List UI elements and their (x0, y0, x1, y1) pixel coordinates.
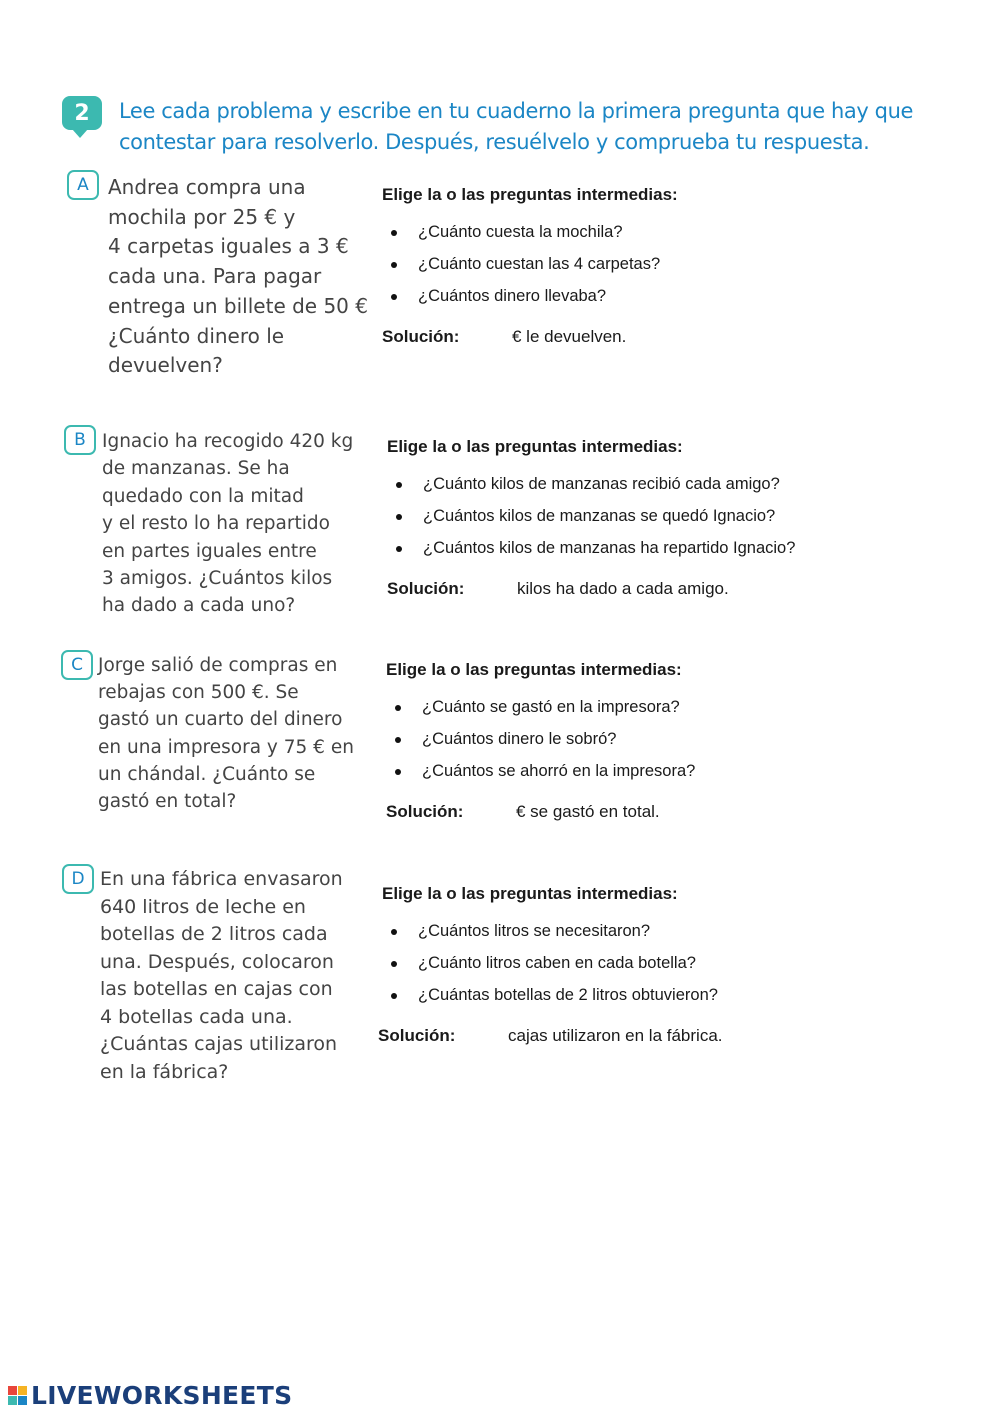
solution-text: cajas utilizaron en la fábrica. (508, 1026, 723, 1045)
solution-label: Solución: (382, 327, 460, 346)
questions-block-b (387, 437, 947, 599)
questions-title-b: Elige la o las preguntas intermedias: (387, 437, 683, 456)
question-option[interactable]: ¿Cuánto cuesta la mochila? (382, 223, 942, 255)
logo-square (8, 1396, 17, 1405)
logo-square (18, 1386, 27, 1395)
solution-row-c (386, 802, 946, 822)
questions-title-c: Elige la o las preguntas intermedias: (386, 660, 682, 679)
liveworksheets-logo (8, 1381, 292, 1410)
problem-letter-b: B (64, 425, 96, 455)
problem-text-d: En una fábrica envasaron 640 litros de leche en botellas de 2 litros cada una. Después, colocaron las botellas en cajas con 4 botellas cada una. ¿Cuántas cajas utilizaron en la fábrica? (100, 868, 343, 1083)
questions-block-a (382, 185, 942, 347)
solution-text: € se gastó en total. (516, 802, 660, 821)
questions-title-d: Elige la o las preguntas intermedias: (382, 884, 678, 903)
question-list-c (386, 698, 946, 794)
question-option[interactable]: ¿Cuántos kilos de manzanas se quedó Ignacio? (387, 507, 947, 539)
logo-text: LIVEWORKSHEETS (31, 1381, 293, 1410)
question-option[interactable]: ¿Cuántos dinero le sobró? (386, 730, 946, 762)
exercise-instruction: Lee cada problema y escribe en tu cuaderno la primera pregunta que hay que contestar para resolverlo. Después, resuélvelo y comprueba tu respuesta. (119, 99, 914, 154)
questions-block-c (386, 660, 946, 822)
logo-square (18, 1396, 27, 1405)
solution-label: Solución: (378, 1026, 456, 1045)
question-list-b (387, 475, 947, 571)
problem-letter-c: C (61, 650, 93, 680)
question-option[interactable]: ¿Cuántos dinero llevaba? (382, 287, 942, 319)
question-option[interactable]: ¿Cuánto kilos de manzanas recibió cada amigo? (387, 475, 947, 507)
solution-row-d (378, 1026, 942, 1046)
question-option[interactable]: ¿Cuántas botellas de 2 litros obtuvieron? (382, 986, 942, 1018)
solution-row-b (387, 579, 947, 599)
problem-text-a: Andrea compra una mochila por 25 € y 4 carpetas iguales a 3 € cada una. Para pagar entrega un billete de 50 € ¿Cuánto dinero le devuelven? (108, 175, 368, 378)
questions-block-d (378, 884, 942, 1046)
problem-letter-d: D (62, 864, 94, 894)
logo-squares-icon (8, 1386, 27, 1405)
question-option[interactable]: ¿Cuántos se ahorró en la impresora? (386, 762, 946, 794)
problem-text-b: Ignacio ha recogido 420 kg de manzanas. Se ha quedado con la mitad y el resto lo ha repartido en partes iguales entre 3 amigos. ¿Cuántos kilos ha dado a cada uno? (102, 431, 354, 617)
solution-label: Solución: (387, 579, 465, 598)
solution-label: Solución: (386, 802, 464, 821)
logo-square (8, 1386, 17, 1395)
question-option[interactable]: ¿Cuánto cuestan las 4 carpetas? (382, 255, 942, 287)
question-option[interactable]: ¿Cuánto se gastó en la impresora? (386, 698, 946, 730)
solution-row-a (382, 327, 942, 347)
question-option[interactable]: ¿Cuántos kilos de manzanas ha repartido Ignacio? (387, 539, 947, 571)
question-option[interactable]: ¿Cuántos litros se necesitaron? (382, 922, 942, 954)
question-list-d (382, 922, 942, 1018)
problem-letter-a: A (67, 170, 99, 200)
question-option[interactable]: ¿Cuánto litros caben en cada botella? (382, 954, 942, 986)
solution-text: € le devuelven. (512, 327, 627, 346)
solution-text: kilos ha dado a cada amigo. (517, 579, 729, 598)
exercise-number-badge (62, 96, 102, 130)
problem-text-c: Jorge salió de compras en rebajas con 500 €. Se gastó un cuarto del dinero en una impresora y 75 € en un chándal. ¿Cuánto se gastó en total? (98, 655, 354, 813)
questions-title-a: Elige la o las preguntas intermedias: (382, 185, 678, 204)
exercise-number: 2 (74, 100, 90, 126)
question-list-a (382, 223, 942, 319)
